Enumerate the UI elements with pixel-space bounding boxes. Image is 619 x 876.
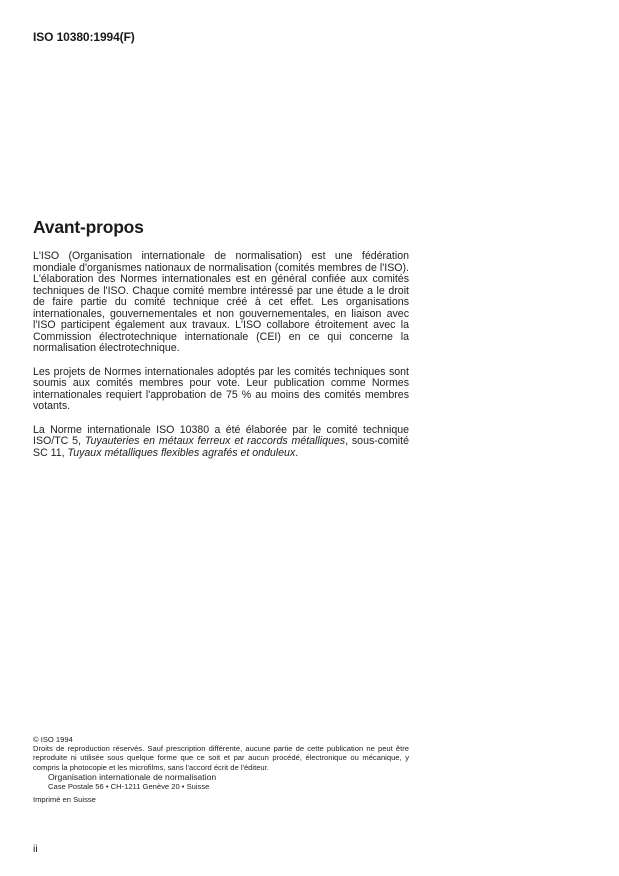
p3-text-2: , sous-comité SC 11, — [33, 435, 409, 459]
publisher-address-block — [33, 773, 409, 791]
page-number: ii — [33, 843, 38, 855]
printed-in: Imprimé en Suisse — [33, 795, 96, 805]
p3-text-3: . — [295, 446, 299, 459]
document-header-standard-id: ISO 10380:1994(F) — [33, 30, 135, 44]
copyright-rights-text: Droits de reproduction réservés. Sauf prescription différente, aucune partie de cette publication ne peut être reproduite ni utilisée sous quelque forme que ce soit et par aucun procédé, électronique ou mécanique, y compris la photocopie et les microfilms, sans l'accord écrit de l'éditeur. — [33, 744, 409, 772]
section-title: Avant-propos — [33, 217, 144, 237]
copyright-block — [33, 735, 409, 804]
p3-text-1: La Norme internationale ISO 10380 a été élaborée par le comité technique ISO/TC 5, — [33, 423, 409, 447]
copyright-notice: © ISO 1994 — [33, 735, 73, 744]
foreword-paragraph-2: Les projets de Normes internationales adoptés par les comités techniques sont soumis aux comités membres pour vote. Leur publication comme Normes internationales requiert l'approbation de 75 % au moins des comités membres votants. — [33, 365, 409, 412]
committee-title-italic: Tuyauteries en métaux ferreux et raccords métalliques — [84, 435, 346, 447]
foreword-paragraph-3 — [33, 425, 409, 460]
subcommittee-title-italic: Tuyaux métalliques flexibles agrafés et onduleux — [67, 446, 296, 459]
publisher-address: Case Postale 56 • CH-1211 Genève 20 • Suisse — [48, 782, 210, 792]
foreword-paragraph-1: L'ISO (Organisation internationale de normalisation) est une fédération mondiale d'organismes nationaux de normalisation (comités membres de l'ISO). L'élaboration des Normes internationales est en général confiée aux comités techniques de l'ISO. Chaque comité membre intéressé par une étude a le droit de faire partie du comité technique créé à cet effet. Les organisations internationales, gouvernementales et non gouvernementales, en liaison avec l'ISO participent également aux travaux. L'ISO collabore étroitement avec la Commission électrotechnique internationale (CEI) en ce qui concerne la normalisation électrotechnique. — [33, 250, 409, 354]
publisher-name: Organisation internationale de normalisation — [48, 771, 217, 782]
foreword-body — [33, 251, 409, 471]
